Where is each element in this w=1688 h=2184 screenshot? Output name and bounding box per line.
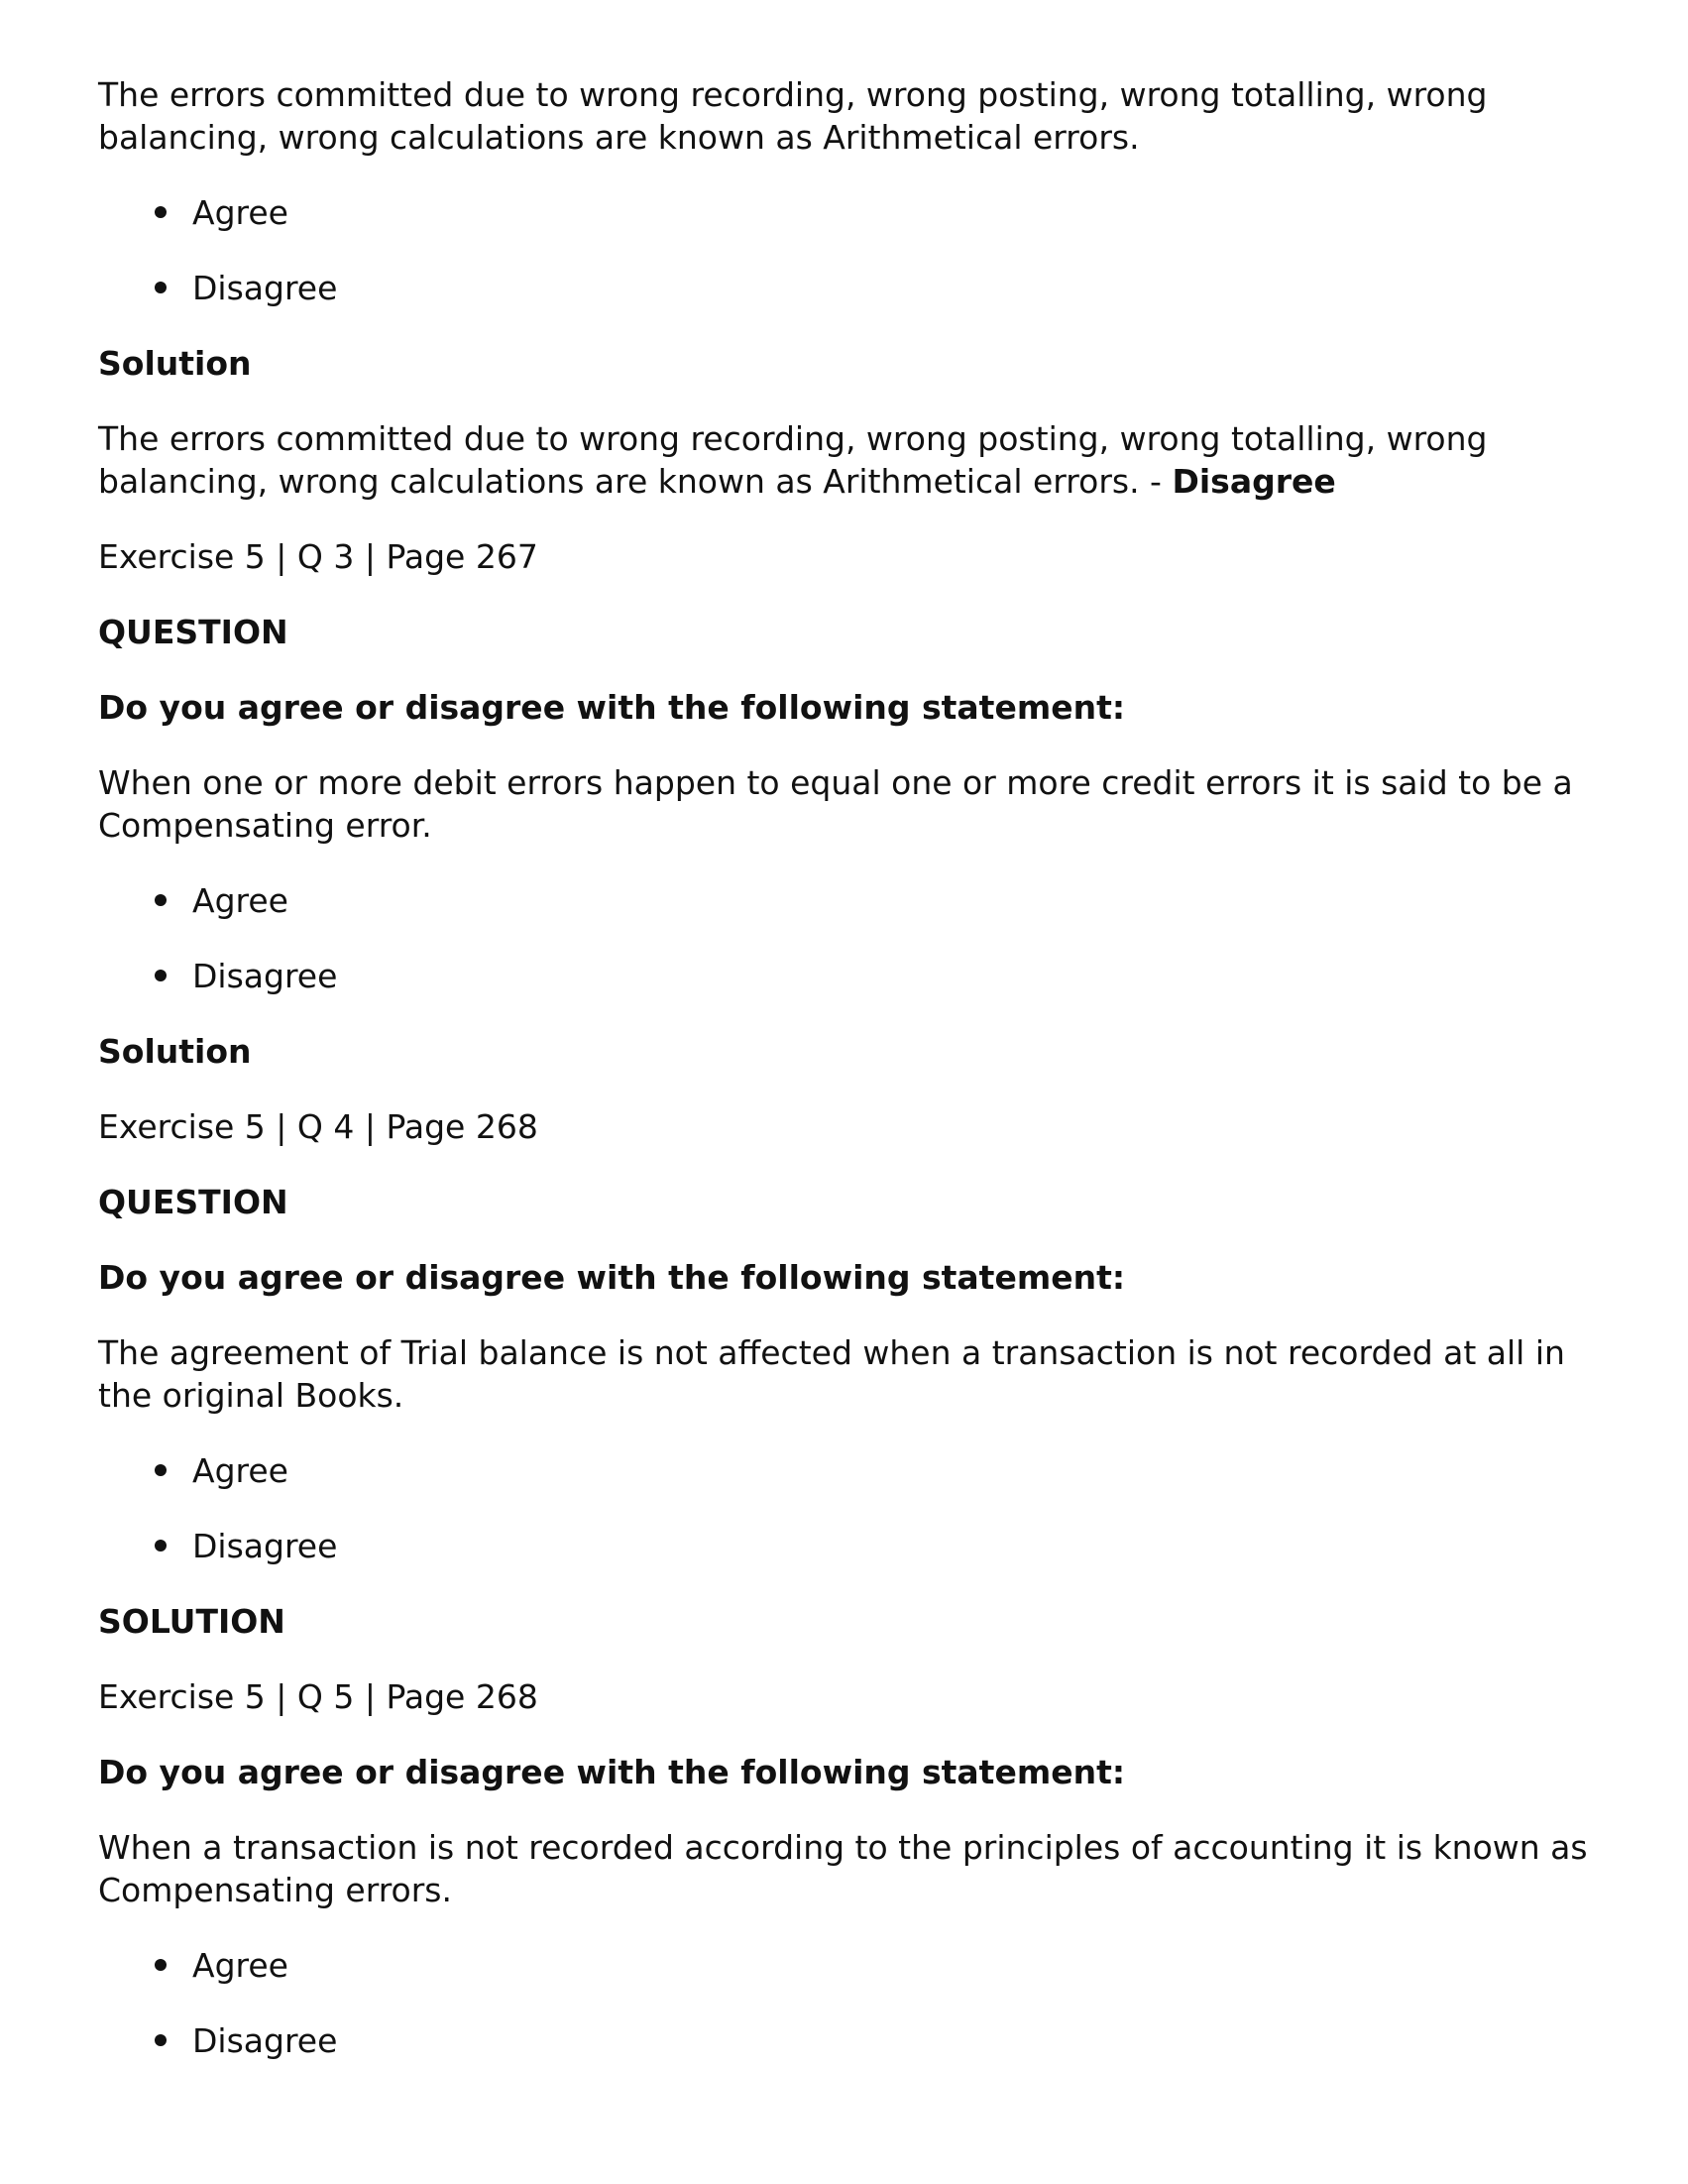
question-statement: The agreement of Trial balance is not affected when a transaction is not recorded at all in the original Books. [98,1333,1565,1415]
option-label: Disagree [192,1527,338,1565]
bullet-icon [155,282,167,293]
document-page [98,73,1605,2095]
solution-heading: Solution [98,1032,252,1071]
answer-options [98,1449,1605,1567]
prev-question-section [98,73,1605,503]
question-prompt: Do you agree or disagree with the following statement: [98,688,1126,727]
option-disagree [98,955,1605,997]
option-label: Disagree [192,2021,338,2060]
question-reference: Exercise 5 | Q 4 | Page 268 [98,1107,538,1146]
option-disagree [98,2019,1605,2062]
question-5-section [98,1675,1605,2062]
question-4-section [98,1105,1605,1643]
solution-paragraph [98,417,1605,503]
option-label: Agree [192,881,288,920]
solution-heading: Solution [98,344,252,383]
solution-answer: Disagree [1172,462,1336,501]
bullet-icon [155,1464,167,1476]
answer-options [98,191,1605,309]
bullet-icon [155,206,167,218]
question-heading: QUESTION [98,613,288,651]
solution-heading: SOLUTION [98,1602,285,1641]
solution-text: The errors committed due to wrong recording, wrong posting, wrong totalling, wrong balancing, wrong calculations are known as Arithmetical errors. - [98,419,1488,501]
option-label: Agree [192,1451,288,1490]
bullet-icon [155,970,167,981]
option-label: Agree [192,1946,288,1985]
question-prompt: Do you agree or disagree with the following statement: [98,1753,1126,1791]
bullet-icon [155,1959,167,1971]
question-statement: When one or more debit errors happen to equal one or more credit errors it is said to be a Compensating error. [98,763,1573,845]
question-heading: QUESTION [98,1183,288,1221]
question-prompt: Do you agree or disagree with the following statement: [98,1258,1126,1297]
option-label: Agree [192,193,288,232]
question-statement: When a transaction is not recorded according to the principles of accounting it is known as Compensating errors. [98,1828,1588,1909]
option-agree [98,879,1605,922]
option-disagree [98,267,1605,309]
answer-options [98,1944,1605,2062]
question-statement: The errors committed due to wrong recording, wrong posting, wrong totalling, wrong balancing, wrong calculations are known as Arithmetical errors. [98,75,1488,157]
option-label: Disagree [192,957,338,995]
question-reference: Exercise 5 | Q 3 | Page 267 [98,537,538,576]
question-3-section [98,535,1605,1073]
answer-options [98,879,1605,997]
option-label: Disagree [192,269,338,307]
bullet-icon [155,2034,167,2046]
bullet-icon [155,894,167,906]
question-reference: Exercise 5 | Q 5 | Page 268 [98,1677,538,1716]
option-agree [98,191,1605,234]
option-disagree [98,1525,1605,1567]
option-agree [98,1944,1605,1987]
bullet-icon [155,1540,167,1552]
option-agree [98,1449,1605,1492]
